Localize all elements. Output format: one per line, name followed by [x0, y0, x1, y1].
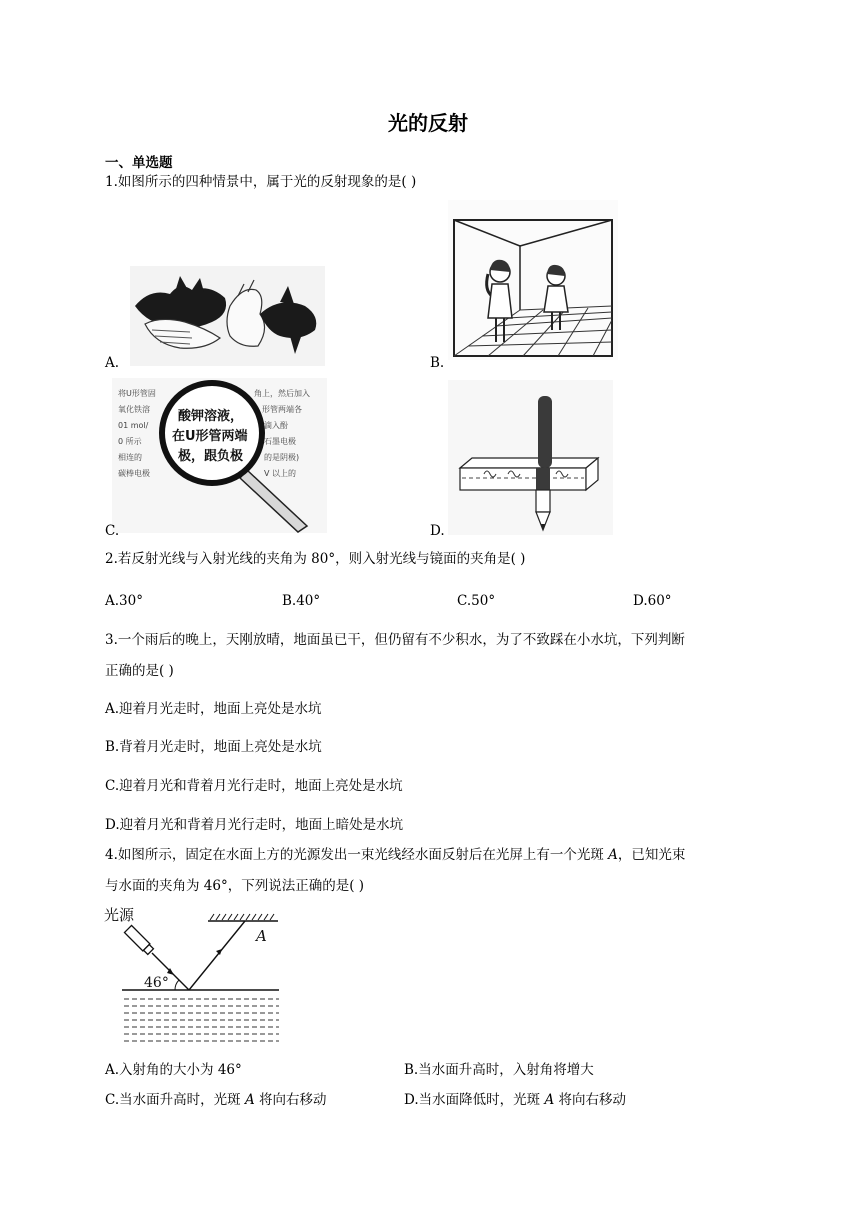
question-4-option-d-text-1: D.当水面降低时，光斑	[404, 1092, 545, 1108]
magnifier-lens-text-3: 极，跟负极	[178, 449, 244, 464]
magnifier-bg-text-10: 石墨电极	[264, 437, 296, 446]
question-2-option-c: C.50°	[457, 593, 496, 609]
magnifier-bg-text-8: 形管两端各	[262, 405, 302, 414]
question-4-option-b	[404, 1061, 594, 1079]
question-3-stem-line-1: 3.一个雨后的晚上，天刚放晴，地面虽已干，但仍留有不少积水，为了不致踩在小水坑，下列判断	[105, 632, 685, 648]
question-4-stem-line-2: 与水面的夹角为 46°，下列说法正确的是( )	[105, 878, 365, 894]
magnifier-bg-text-4: 0 所示	[118, 437, 142, 446]
page-title: 光的反射	[388, 111, 468, 135]
question-2-option-b: B.40°	[282, 593, 321, 609]
figure-1c-magnifier	[112, 378, 327, 533]
spot-a-label: A	[256, 927, 267, 945]
question-4-option-a	[105, 1061, 242, 1079]
magnifier-bg-text-11: 的是阴极)	[264, 453, 300, 462]
question-4-option-d	[404, 1091, 626, 1109]
question-2-option-d: D.60°	[633, 593, 672, 609]
question-4-option-c	[105, 1091, 326, 1109]
magnifier-bg-text-7: 角上，然后加入	[254, 389, 310, 398]
magnifier-bg-text-2: 氧化铁溶	[118, 405, 150, 414]
magnifier-lens-text-1: 酸钾溶液，	[178, 409, 244, 424]
question-3-option-a: A.迎着月光走时，地面上亮处是水坑	[105, 701, 322, 717]
question-4-option-d-spot: A	[544, 1092, 555, 1108]
question-1-stem: 1.如图所示的四种情景中，属于光的反射现象的是( )	[105, 174, 417, 190]
option-1a-label: A.	[105, 355, 120, 371]
question-4-option-c-text-1: C.当水面升高时，光斑	[105, 1092, 245, 1108]
question-4-stem-spot-a: A	[608, 847, 618, 863]
figure-4-reflection-diagram	[104, 903, 284, 1049]
magnifier-bg-text-9: 滴入酚	[264, 421, 288, 430]
question-4-option-d-text-2: 将向右移动	[554, 1092, 626, 1108]
light-source-label: 光源	[104, 906, 135, 924]
magnifier-lens-text-2: 在U形管两端	[172, 429, 248, 444]
option-1b-label: B.	[430, 355, 445, 371]
section-heading: 一、单选题	[105, 155, 173, 171]
magnifier-bg-text-3: 01 mol/	[118, 421, 149, 430]
figure-1b-mirror-room	[448, 200, 618, 360]
question-2-option-a: A.30°	[105, 593, 143, 609]
figure-1d-pencil-in-water	[448, 380, 613, 535]
question-2-stem: 2.若反射光线与入射光线的夹角为 80°，则入射光线与镜面的夹角是( )	[105, 551, 526, 567]
question-4-option-c-text-2: 将向右移动	[254, 1092, 327, 1108]
question-4-stem-part-2: ，已知光束	[617, 847, 686, 863]
question-3-option-b: B.背着月光走时，地面上亮处是水坑	[105, 739, 322, 755]
angle-46-label: 46°	[144, 975, 169, 991]
question-3-stem-line-2: 正确的是( )	[105, 663, 174, 679]
magnifier-bg-text-5: 相连的	[118, 453, 142, 462]
magnifier-bg-text-12: V 以上的	[264, 469, 297, 478]
option-1c-label: C.	[105, 523, 120, 539]
question-3-option-c: C.迎着月光和背着月光行走时，地面上亮处是水坑	[105, 778, 403, 794]
question-4-stem-part-1: 4.如图所示，固定在水面上方的光源发出一束光线经水面反射后在光屏上有一个光斑	[105, 847, 609, 863]
question-4-option-c-spot: A	[244, 1092, 255, 1108]
magnifier-bg-text-6: 碳棒电极	[118, 469, 150, 478]
question-4-stem-line-1	[105, 846, 685, 864]
option-1d-label: D.	[430, 523, 445, 539]
question-4-option-a-text: A.入射角的大小为 46°	[105, 1062, 242, 1078]
question-4-option-b-text: B.当水面升高时，入射角将增大	[404, 1062, 594, 1078]
figure-1a-hand-shadows	[130, 266, 325, 366]
question-3-option-d: D.迎着月光和背着月光行走时，地面上暗处是水坑	[105, 817, 404, 833]
magnifier-bg-text-1: 将U形管固	[118, 389, 156, 398]
